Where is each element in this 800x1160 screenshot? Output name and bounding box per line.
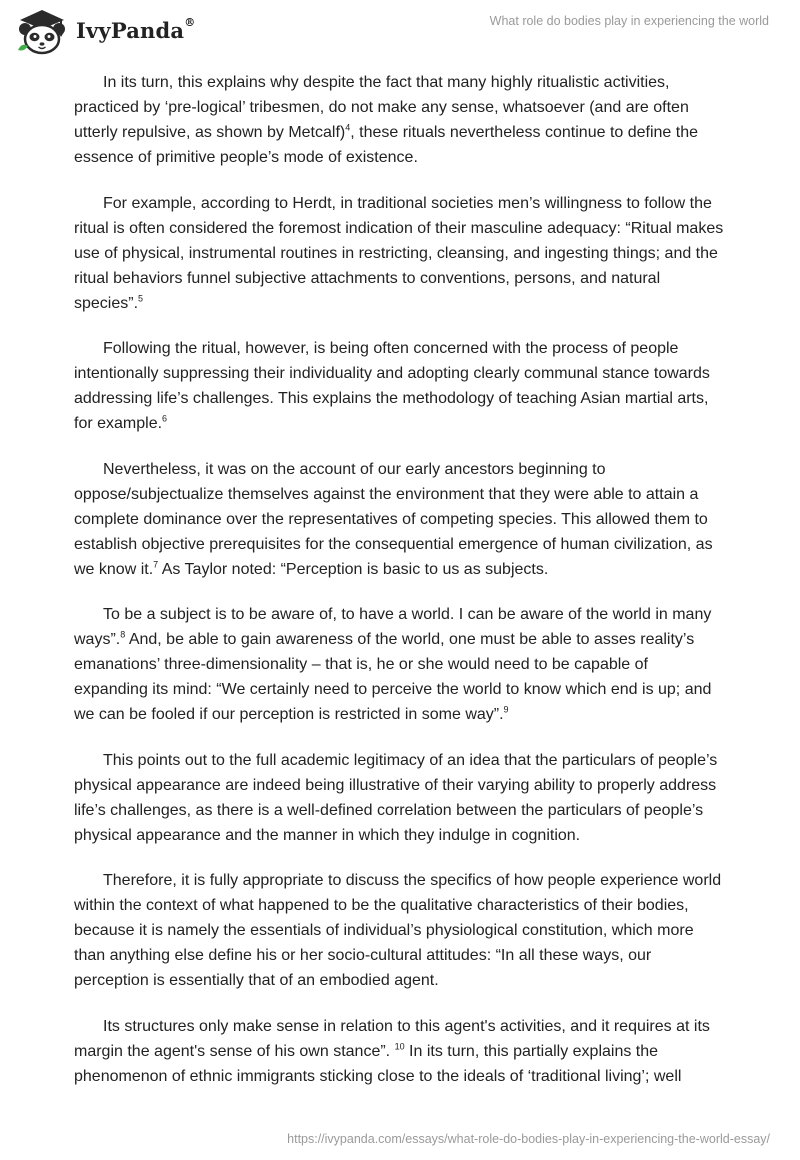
paragraph-text: In its turn, this explains why despite the fact that many highly ritualistic activities, practiced by ‘pre-logical’ tribesmen, do not make any sense, whatsoever (and are often utterly repulsive, as shown by Metcalf) [74,74,689,141]
paragraph-text: For example, according to Herdt, in traditional societies men’s willingness to follow the ritual is often considered the foremost indication of their masculine adequacy: “Ritual makes use of physical, instrumental routines in restricting, cleansing, and ingesting things; and the ritual behaviors funnel subjective attachments to conventions, persons, and natural species”. [74,194,724,312]
paragraph-text: And, be able to gain awareness of the world, one must be able to asses reality’s emanations’ three-dimensionality – that is, he or she would need to be capable of expanding its mind: “We certainly need to perceive the world to know which end is up; and we can be fooled if our perception is restricted in some way”. [74,631,712,723]
document-title: What role do bodies play in experiencing the world [489,14,769,28]
footnote-reference[interactable]: 4 [345,122,351,133]
footnote-reference[interactable]: 9 [503,704,509,715]
paragraph-text: Its structures only make sense in relation to this agent's activities, and it requires at its margin the agent's sense of his own stance”. [74,1017,710,1060]
paragraph-text: Nevertheless, it was on the account of our early ancestors beginning to oppose/subjectualize themselves against the environment that they were able to attain a complete dominance over the representatives of competing species. This allowed them to establish objective prerequisites for the consequential emergence of human civilization, as we know it. [74,460,713,578]
footnote-reference[interactable]: 5 [138,293,144,304]
paragraph [74,1014,726,1089]
brand-name[interactable]: IvyPanda® [76,16,196,43]
footnote-reference[interactable]: 7 [153,559,159,570]
paragraph-text: Following the ritual, however, is being often concerned with the process of people intentionally suppressing their individuality and adopting clearly communal stance towards addressing life’s challenges. This explains the methodology of teaching Asian martial arts, for example. [74,340,710,432]
panda-graduate-logo-icon[interactable] [14,6,70,58]
page-header [0,0,800,60]
footnote-reference[interactable]: 10 [394,1041,405,1052]
paragraph [74,602,726,727]
paragraph [74,336,726,436]
essay-body [74,70,726,1109]
footnote-reference[interactable]: 6 [162,413,168,424]
paragraph-text: This points out to the full academic legitimacy of an idea that the particulars of people’s physical appearance are indeed being illustrative of their varying ability to properly address life’s challenges, as there is a well-defined correlation between the particulars of people’s physical appearance and the manner in which they indulge in cognition. [74,751,718,844]
paragraph [74,868,726,993]
paragraph [74,70,726,170]
paragraph-text: As Taylor noted: “Perception is basic to us as subjects. [158,560,549,578]
paragraph-text: , these rituals nevertheless continue to define the essence of primitive people’s mode of existence. [74,124,699,166]
footnote-reference[interactable]: 8 [120,629,126,640]
source-url[interactable]: https://ivypanda.com/essays/what-role-do-bodies-play-in-experiencing-the-world-essay/ [287,1132,770,1146]
paragraph-text: In its turn, this partially explains the phenomenon of ethnic immigrants sticking close to the ideals of ‘traditional living’; well [74,1042,682,1085]
paragraph [74,191,726,316]
paragraph [74,457,726,582]
paragraph-text: Therefore, it is fully appropriate to discuss the specifics of how people experience world within the context of what happened to be the qualitative characteristics of their bodies, because it is namely the essentials of individual’s physiological constitution, which more than anything else define his or her socio-cultural attitudes: “In all these ways, our perception is essentially that of an embodied agent. [74,872,722,989]
paragraph [74,748,726,848]
paragraph-text: To be a subject is to be aware of, to have a world. I can be aware of the world in many ways”. [74,606,712,648]
